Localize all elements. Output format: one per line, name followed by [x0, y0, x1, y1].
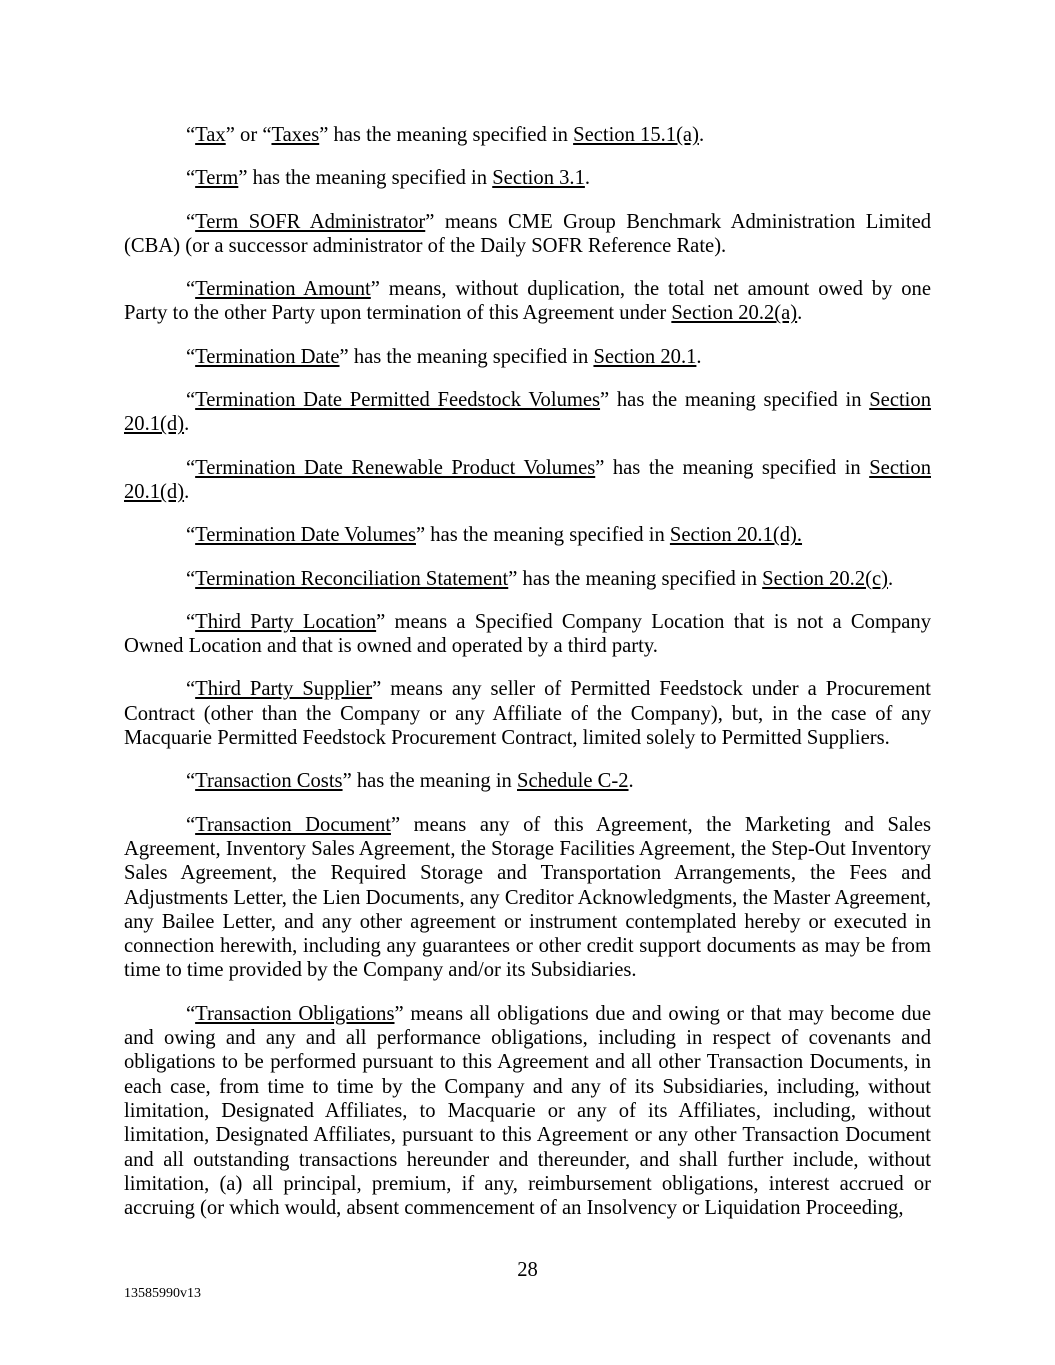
section-reference: Section 20.1(d): [124, 456, 931, 503]
section-reference: Section 20.1(d): [124, 389, 931, 436]
paragraph: [124, 1002, 931, 1221]
text-run: ” has the meaning in: [342, 770, 517, 793]
text-run: ” means, without duplication, the total net amount owed by one Party to the other Party upon termination of this Agreement under: [124, 278, 931, 325]
paragraph: [124, 210, 931, 259]
text-run: .: [887, 567, 894, 590]
text-run: “: [186, 567, 196, 590]
section-reference: Section 3.1: [492, 167, 585, 190]
defined-term: Termination Date Permitted Feedstock Volumes: [195, 389, 601, 412]
defined-term: Termination Date Volumes: [195, 524, 416, 547]
paragraph: [124, 610, 931, 659]
paragraph: [124, 456, 931, 505]
paragraph: [124, 813, 931, 983]
text-run: “: [186, 770, 196, 793]
text-run: “: [186, 524, 196, 547]
paragraph: [124, 769, 931, 793]
defined-term: Transaction Document: [195, 813, 391, 836]
defined-term: Tax: [195, 124, 226, 146]
defined-term: Termination Reconciliation Statement: [195, 567, 509, 590]
defined-term: Third Party Supplier: [195, 678, 373, 701]
text-run: ” has the meaning specified in: [319, 124, 574, 146]
defined-term: Termination Date Renewable Product Volumes: [195, 456, 596, 479]
text-run: .: [696, 345, 702, 368]
defined-term: Termination Amount: [195, 278, 371, 301]
text-run: “: [186, 167, 196, 190]
text-run: ” means any of this Agreement, the Marketing and Sales Agreement, Inventory Sales Agreement, the Storage Facilities Agreement, the Step-Out Inventory Sales Agreement, the Required Storage and Transportation Arrangements, the Fees and Adjustments Letter, the Lien Documents, any Creditor Acknowledgments, the Master Agreement, any Bailee Letter, and any other agreement or instrument contemplated hereby or executed in connection herewith, including any guarantees or other credit support documents as may be from time to time provided by the Company and/or its Subsidiaries.: [124, 813, 931, 982]
text-run: “: [186, 389, 196, 412]
defined-term: Term SOFR Administrator: [195, 210, 426, 233]
text-run: .: [797, 302, 803, 325]
text-run: ” means CME Group Benchmark Administration Limited (CBA) (or a successor administrator of the Daily SOFR Reference Rate).: [124, 210, 932, 257]
text-run: .: [698, 124, 705, 146]
document-body: [124, 123, 931, 1239]
text-run: “: [186, 678, 196, 701]
text-run: .: [184, 480, 190, 503]
text-run: “: [186, 210, 196, 233]
section-reference: Section 20.1: [593, 345, 697, 368]
section-reference: Section 15.1(a): [573, 124, 699, 146]
paragraph: [124, 166, 931, 190]
section-reference: Section 20.2(c): [762, 567, 888, 590]
paragraph: [124, 345, 931, 369]
defined-term: Termination Date: [195, 345, 340, 368]
text-run: ” has the meaning specified in: [595, 456, 870, 479]
text-run: ” means all obligations due and owing or that may become due and owing and any and all performance obligations, including in respect of covenants and obligations to be performed pursuant to this Agreement and all other Transaction Documents, in each case, from time to time by the Company and any of its Subsidiaries, including, without limitation, Designated Affiliates, to Macquarie or any of its Affiliates, including, without limitation, Designated Affiliates, pursuant to this Agreement or any other Transaction Document and all outstanding transactions hereunder and thereunder, and shall further include, without limitation, (a) all principal, premium, if any, reimbursement obligations, interest accrued or accruing (or which would, absent commencement of an Insolvency or Liquidation Proceeding,: [124, 1002, 931, 1220]
defined-term: Third Party Location: [195, 610, 377, 633]
paragraph: [124, 567, 931, 591]
paragraph: [124, 388, 931, 437]
defined-term: Taxes: [271, 124, 320, 146]
text-run: “: [186, 345, 196, 368]
paragraph: [124, 123, 931, 147]
section-reference: Section 20.2(a): [671, 302, 798, 325]
paragraph: [124, 677, 931, 750]
text-run: “: [186, 1002, 196, 1025]
text-run: ” means any seller of Permitted Feedstock under a Procurement Contract (other than the Company or any Affiliate of the Company), but, in the case of any Macquarie Permitted Feedstock Procurement Contract, limited solely to Permitted Suppliers.: [124, 678, 931, 750]
schedule-reference: Schedule C-2: [517, 770, 629, 793]
text-run: ” has the meaning specified in: [600, 389, 870, 412]
page-number: 28: [517, 1259, 538, 1281]
text-run: ” or “: [225, 124, 272, 146]
paragraph: [124, 523, 931, 547]
text-run: .: [184, 413, 190, 436]
text-run: ” has the meaning specified in: [339, 345, 594, 368]
document-id-stamp: 13585990v13: [124, 1286, 201, 1301]
text-run: ” has the meaning specified in: [238, 167, 493, 190]
text-run: “: [186, 813, 196, 836]
text-run: “: [186, 124, 196, 146]
paragraph: [124, 277, 931, 326]
text-run: .: [584, 167, 591, 190]
text-run: ” means a Specified Company Location that is not a Company Owned Location and that is owned and operated by a third party.: [124, 610, 932, 658]
defined-term: Transaction Costs: [195, 770, 343, 793]
defined-term: Transaction Obligations: [195, 1002, 395, 1025]
defined-term: Term: [195, 167, 239, 190]
text-run: “: [186, 278, 196, 301]
text-run: ” has the meaning specified in: [416, 524, 670, 547]
text-run: “: [186, 456, 196, 479]
text-run: .: [628, 770, 634, 793]
text-run: ” has the meaning specified in: [508, 567, 763, 590]
section-reference: Section 20.1(d).: [669, 524, 803, 547]
text-run: “: [186, 610, 196, 633]
